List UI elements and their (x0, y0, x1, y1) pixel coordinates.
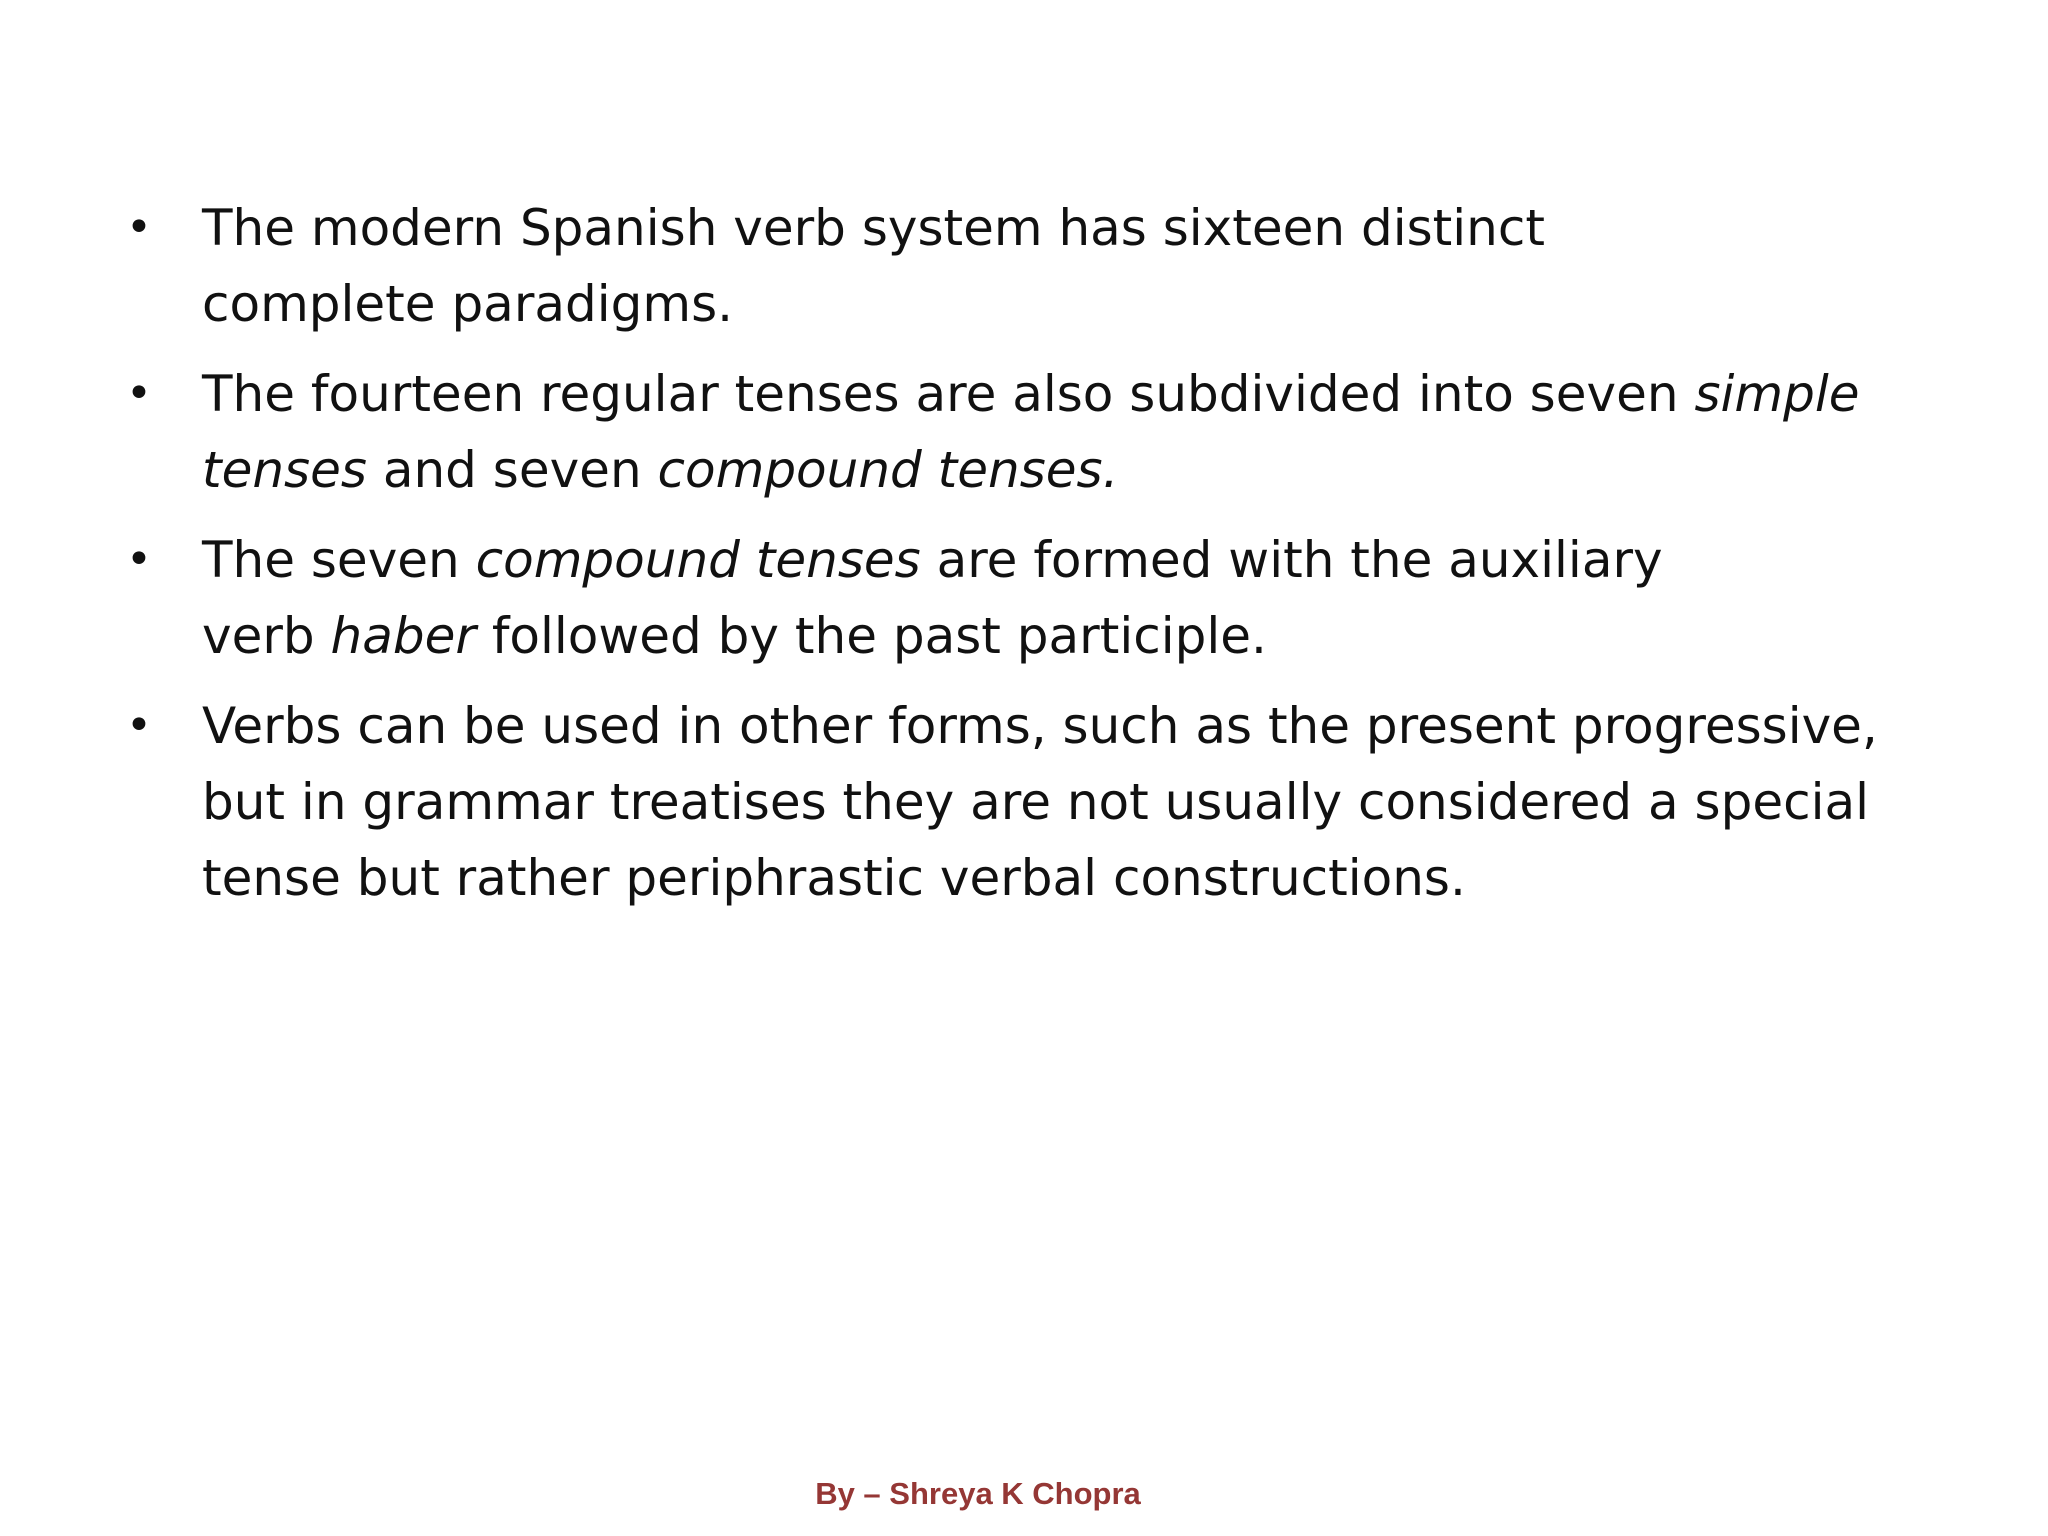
bullet-item (126, 190, 1926, 342)
bullet-text-italic: haber (330, 607, 476, 665)
bullet-line (202, 764, 1926, 840)
bullet-text: verb (202, 607, 331, 665)
bullet-line (202, 432, 1926, 508)
bullet-text: but in grammar treatises they are not usually considered a special (202, 773, 1870, 831)
bullet-line (202, 688, 1926, 764)
bullet-text: followed by the past participle. (475, 607, 1267, 665)
bullet-dot-icon: • (126, 534, 152, 585)
bullet-text: are formed with the auxiliary (920, 531, 1663, 589)
bullet-item (126, 356, 1926, 508)
bullet-text-italic: simple (1694, 365, 1860, 423)
bullet-text: The modern Spanish verb system has sixteen distinct (202, 199, 1545, 257)
bullet-dot-icon: • (126, 700, 152, 751)
bullet-dot-icon: • (126, 368, 152, 419)
bullet-item (126, 688, 1926, 916)
bullet-text: The fourteen regular tenses are also subdivided into seven (202, 365, 1695, 423)
bullet-line (202, 266, 1926, 342)
bullet-line (202, 598, 1926, 674)
bullet-text: complete paradigms. (202, 275, 734, 333)
bullet-text: Verbs can be used in other forms, such as the present progressive, (202, 697, 1878, 755)
bullet-line (202, 356, 1926, 432)
bullet-line (202, 522, 1926, 598)
bullet-list (126, 190, 1926, 930)
bullet-text-italic: tenses (202, 441, 367, 499)
bullet-text: The seven (202, 531, 476, 589)
bullet-text: tense but rather periphrastic verbal constructions. (202, 849, 1466, 907)
bullet-item (126, 522, 1926, 674)
bullet-line (202, 190, 1926, 266)
bullet-dot-icon: • (126, 202, 152, 253)
bullet-text-italic: compound tenses (475, 531, 921, 589)
footer-author: By – Shreya K Chopra (815, 1476, 1141, 1511)
bullet-line (202, 840, 1926, 916)
bullet-text-italic: compound tenses. (657, 441, 1119, 499)
bullet-text: and seven (366, 441, 658, 499)
